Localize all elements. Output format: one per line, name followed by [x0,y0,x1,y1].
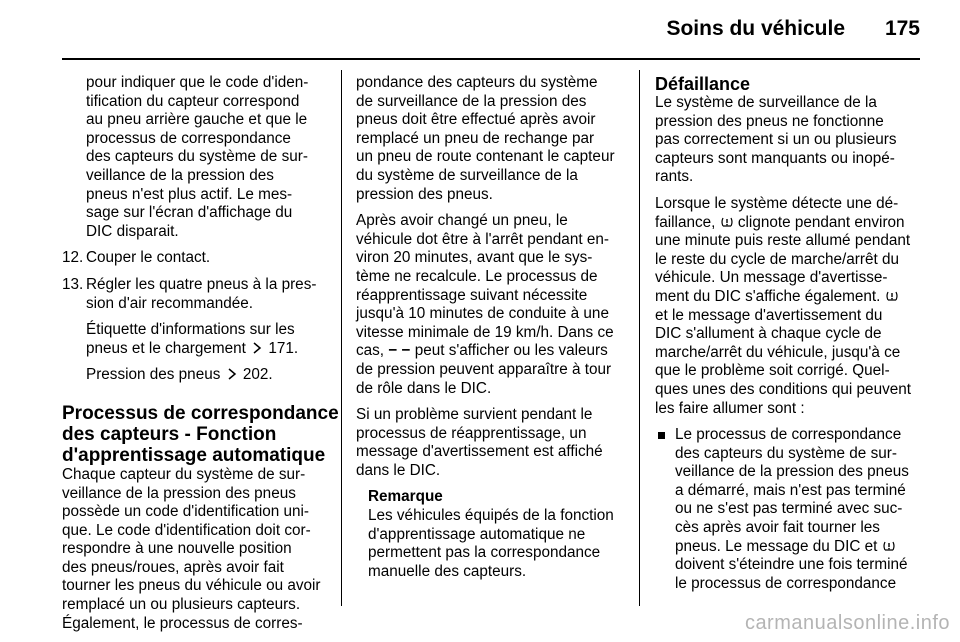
paragraph [655,94,925,187]
ref-page[interactable]: 171. [268,339,299,357]
section-heading: Défaillance [655,74,751,94]
text-line: Le système de surveillance de la [655,94,877,111]
step-13 [62,276,330,313]
text-line: pneus n'est plus actif. Le mes- [86,185,293,203]
text-line [675,538,925,557]
header-rule [62,58,920,60]
heading-line: des capteurs - Fonction [62,423,277,445]
tire-pressure-warning-icon [885,289,899,303]
bullet-square-icon [658,432,665,439]
paragraph [655,195,925,418]
ref-text: pneus et le chargement [86,339,246,357]
text-line: le reste du cycle de marche/arrêt du [655,250,900,268]
text-line: pression des pneus. [356,185,493,203]
text-line: permettent pas la correspondance [368,544,601,562]
ref-page[interactable]: 202. [242,366,273,384]
text-line: cès après avoir fait tourner les [675,519,880,537]
page-title: Soins du véhicule [666,17,845,40]
text-line [86,366,330,385]
text-line: Après avoir changé un pneu, le [356,212,568,230]
cross-reference [62,366,330,385]
dash-display: − − [388,342,411,360]
text-fragment: faillance, [655,213,716,231]
text-line: Étiquette d'informations sur les [86,321,295,339]
text-line: de surveillance de la pression des [356,92,587,110]
step-number: 13. [62,275,84,293]
text-line: et le message d'avertissement du [655,306,883,324]
text-line: respondre à une nouvelle position [62,540,292,558]
heading-line: d'apprentissage automatique [62,444,326,466]
note-box [356,488,624,581]
paragraph [356,212,624,398]
text-line: du système de surveillance de la [356,166,578,184]
text-line: processus de réapprentissage, un [356,424,587,442]
text-line: des capteurs du système de sur- [86,148,308,166]
text-line [655,288,925,307]
text-line: des capteurs du système de sur- [675,444,897,462]
text-line: message d'avertissement est affiché [356,443,603,461]
text-line: processus de correspondance [86,129,291,147]
text-line: ou ne s'est pas terminé avec suc- [675,500,903,518]
watermark: carmanualsonline.info [744,612,950,634]
text-line: véhicule. Un message d'avertisse- [655,269,888,287]
text-line: sion d'air recommandée. [86,294,254,312]
ref-text: Pression des pneus [86,366,221,384]
text-line: Les véhicules équipés de la fonction [368,507,614,525]
text-line: viron 20 minutes, avant que le sys- [356,249,593,267]
paragraph [62,74,330,241]
text-line: Régler les quatre pneus à la pres- [86,275,317,293]
page-number: 175 [884,17,920,40]
text-line: remplacé un pneu de rechange par [356,129,595,147]
text-line: ques unes des conditions qui peuvent [655,380,911,398]
text-line: remplacé un ou plusieurs capteurs. [62,596,301,614]
text-line [655,214,925,233]
text-line: possède un code d'identification uni- [62,503,309,521]
heading-line: Processus de correspondance [62,402,339,424]
text-fragment: clignote pendant environ [737,213,905,231]
text-line: réapprentissage suivant nécessite [356,286,588,304]
text-line: DIC disparait. [86,222,179,240]
text-line: des pneus/roues, après avoir fait [62,558,284,576]
text-line: manuelle des capteurs. [368,562,527,580]
tire-pressure-warning-icon [720,215,734,229]
text-line: dans le DIC. [356,461,441,479]
text-line: Également, le processus de corres- [62,614,303,632]
column-divider [341,70,342,606]
text-line: une minute puis reste allumé pendant [655,232,911,250]
note-title: Remarque [368,488,443,506]
section-heading [62,402,339,466]
text-line: a démarré, mais n'est pas terminé [675,481,906,499]
text-line: pas correctement si un ou plusieurs [655,131,897,149]
text-line: marche/arrêt du véhicule, jusqu'à ce [655,343,901,361]
step-12 [62,249,330,268]
paragraph [356,406,624,480]
list-item [655,426,925,593]
reference-arrow-icon[interactable] [225,367,239,381]
text-line: un pneu de route contenant le capteur [356,148,615,166]
column-1 [62,74,339,633]
column-2 [356,74,624,581]
text-line: pour indiquer que le code d'iden- [86,74,309,91]
text-line: les faire allumer sont : [655,399,805,417]
text-line: DIC s'allument à chaque cycle de [655,325,882,343]
cross-reference [62,321,330,358]
tire-pressure-warning-icon [882,539,896,553]
page-header [0,0,960,60]
text-line: jusqu'à 10 minutes de conduite à une [356,305,609,323]
text-line: le processus de correspondance [675,574,897,592]
text-line: de pression peuvent apparaître à tour [356,360,612,378]
paragraph [356,74,624,204]
text-line: veillance de la pression des pneus [675,463,909,481]
text-fragment: peut s'afficher ou les valeurs [414,342,608,360]
text-line: au pneu arrière gauche et que le [86,111,308,129]
column-3 [655,74,925,593]
text-line: que. Le code d'identification doit cor- [62,521,311,539]
text-line: vitesse minimale de 19 km/h. Dans ce [356,323,614,341]
text-line: veillance de la pression des pneus [62,484,296,502]
text-line: Couper le contact. [86,249,211,267]
text-fragment: cas, [356,342,385,360]
text-line [356,342,624,361]
text-line: Lorsque le système détecte une dé- [655,194,899,212]
reference-arrow-icon[interactable] [250,341,264,355]
paragraph [62,466,330,633]
text-line: Le processus de correspondance [675,426,902,444]
text-line: véhicule dot être à l'arrêt pendant en- [356,230,609,248]
text-line: que le problème soit corrigé. Quel- [655,362,890,380]
text-line: sage sur l'écran d'affichage du [86,204,293,222]
text-line: tification du capteur correspond [86,92,300,110]
text-line: doivent s'éteindre une fois terminé [675,556,908,574]
text-line: Si un problème survient pendant le [356,406,593,424]
step-number: 12. [62,249,84,267]
text-fragment: pneus. Le message du DIC et [675,537,878,555]
text-line: pondance des capteurs du système [356,74,598,91]
text-line: capteurs sont manquants ou inopé- [655,149,895,167]
text-line: de rôle dans le DIC. [356,379,492,397]
text-fragment: ment du DIC s'affiche également. [655,287,881,305]
text-line: d'apprentissage automatique ne [368,525,586,543]
text-line: pression des pneus ne fonctionne [655,112,884,130]
text-line: tourner les pneus du véhicule ou avoir [62,577,321,595]
text-line: pneus doit être effectué après avoir [356,111,596,129]
text-line: veillance de la pression des [86,166,274,184]
text-line [86,340,330,359]
text-line: rants. [655,168,694,186]
column-divider [639,70,640,606]
text-line: Chaque capteur du système de sur- [62,465,306,483]
text-line: tème ne recalcule. Le processus de [356,267,598,285]
